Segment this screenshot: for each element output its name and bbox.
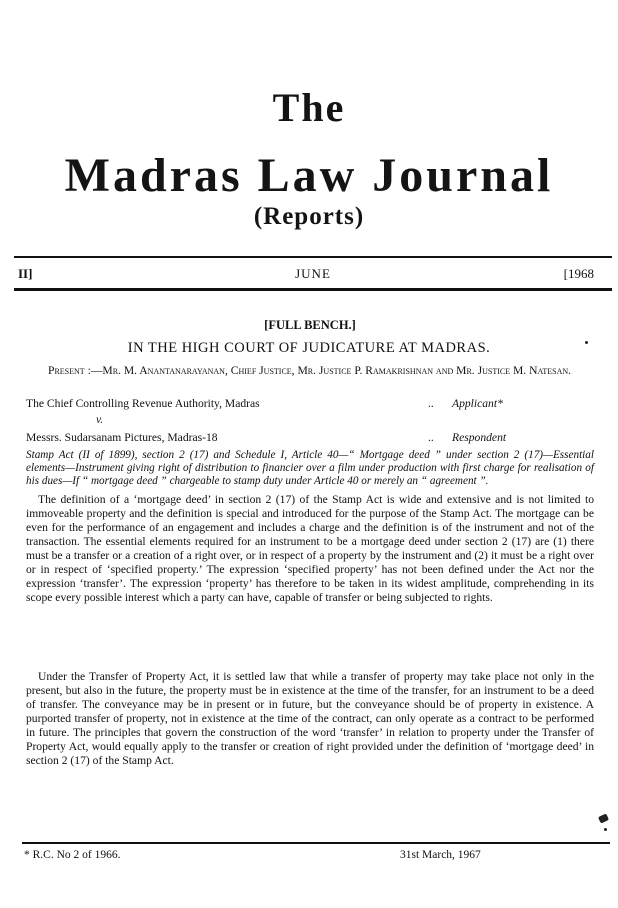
present-judges [26,364,594,378]
volume-number: II] [18,266,33,281]
bottom-rule [14,288,612,291]
footnote-reference: * R.C. No 2 of 1966. [24,849,121,861]
present-text: —Mr. M. Anantanarayanan, Chief Justice, Mr. Justice P. Ramakrishnan and Mr. Justice M. Natesan. [90,364,572,377]
paragraph-1: The definition of a ‘mortgage deed’ in section 2 (17) of the Stamp Act is wide and extensive and is not limited to immoveable property and the definition is special and introduced for the purpose of the Stamp Act. The mortgage can be even for the performance of an engagement and includes a charge and the definition is of the instrument and not of the transaction. The essential elements required for an instrument to be a mortgage deed under section 2 (17) are (1) there must be a transfer or a creation of a right over, or in respect of a property by the instrument and (2) it must be a right over or in respect of ‘specified property.’ The expression ‘specified property’ has not been defined under the Act nor the expression ‘transfer’. The expression ‘property’ has therefore to be taken in its widest amplitude, comprehending in its scope every possible interest which a party can have, capable of transfer or being subjected to rights. [26,493,594,604]
bench-heading: [FULL BENCH.] [264,318,356,332]
court-heading: IN THE HIGH COURT OF JUDICATURE AT MADRAS. [127,340,491,356]
scan-speck [604,828,607,831]
top-rule [14,256,612,258]
versus: v. [96,413,104,426]
respondent-role: Respondent [452,431,507,444]
applicant-line [26,397,594,411]
scan-mark [598,813,609,823]
headnote: Stamp Act (II of 1899), section 2 (17) and Schedule I, Article 40—“ Mortgage deed ” under section 2 (17)—Essential elements—Instrument giving right of distribution to financier over a film under production with first charge for realisation of his dues—If “ mortgage deed ” chargeable to stamp duty under Article 40 or merely an “ agreement ”. [26,449,594,488]
respondent-dots: .. [428,431,434,444]
applicant-dots: .. [428,397,434,410]
masthead-the: The [272,85,346,130]
applicant-name: The Chief Controlling Revenue Authority, Madras [26,397,260,410]
applicant-role: Applicant* [452,397,503,410]
issue-line [14,266,612,284]
respondent-name: Messrs. Sudarsanam Pictures, Madras-18 [26,431,218,444]
footnote-rule [22,842,610,844]
footnote-date: 31st March, 1967 [400,849,481,861]
respondent-line [26,431,594,445]
journal-subtitle: (Reports) [253,203,365,230]
journal-title: Madras Law Journal [64,149,554,202]
scan-speck [585,341,588,344]
issue-month: JUNE [295,266,331,281]
paragraph-2: Under the Transfer of Property Act, it is settled law that while a transfer of property may take place not only in the present, but also in the future, the property must be in existence at the time of the transfer, for an instrument to be a deed of transfer. The conveyance may be in present or in future, but the conveyance should be of property in existence. A purported transfer of property, not in existence at the time of the contract, can only operate as a contract to be performed in future. The principles that govern the construction of the word ‘transfer’ in relation to property under the Transfer of Property Act, would equally apply to the transfer or creation of right provided under the definition of ‘mortgage deed’ in section 2 (17) of the Stamp Act. [26,670,594,767]
issue-year: [1968 [563,266,594,281]
present-label: Present : [48,364,91,377]
